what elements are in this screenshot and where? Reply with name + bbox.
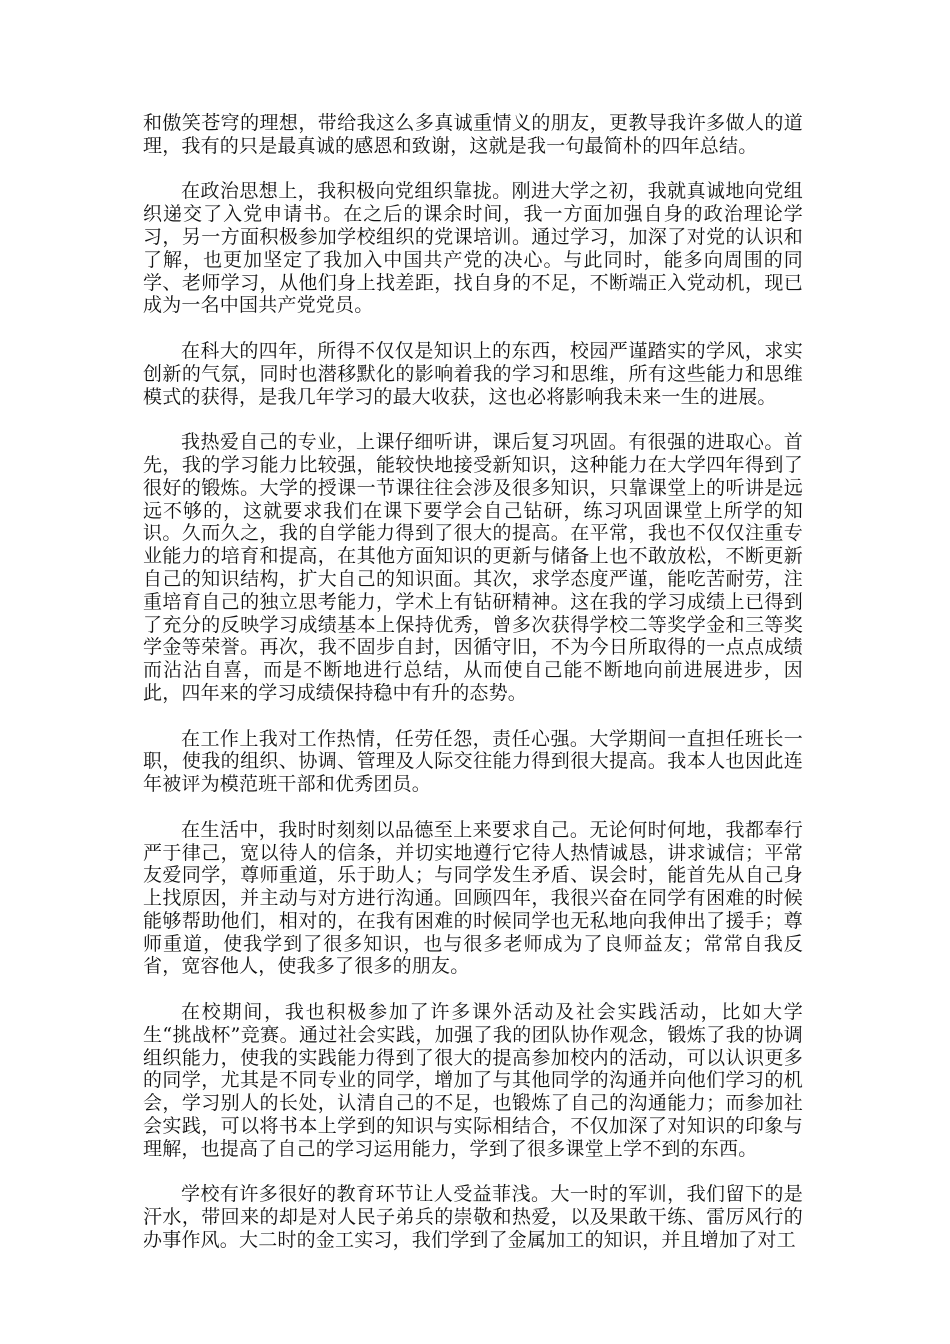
paragraph-political-thought: 在政治思想上，我积极向党组织靠拢。刚进大学之初，我就真诚地向党组织递交了入党申请书。在之后的课余时间，我一方面加强自身的政治理论学习，另一方面积极参加学校组织的党课培训。通过学习，加深了对党的认识和了解，也更加坚定了我加入中国共产党的决心。与此同时，能多向周围的同学、老师学习，从他们身上找差距，找自身的不足，不断端正入党动机，现已成为一名中国共产党党员。	[143, 180, 803, 317]
document-page	[143, 112, 803, 1252]
paragraph-activities: 在校期间，我也积极参加了许多课外活动及社会实践活动，比如大学生“挑战杯”竞赛。通过社会实践，加强了我的团队协作观念，锻炼了我的协调组织能力，使我的实践能力得到了很大的提高参加校内的活动，可以认识更多的同学，尤其是不同专业的同学，增加了与其他同学的沟通并向他们学习的机会，学习别人的长处，认清自己的不足，也锻炼了自己的沟通能力；而参加社会实践，可以将书本上学到的知识与实际相结合，不仅加深了对知识的印象与理解，也提高了自己的学习运用能力，学到了很多课堂上学不到的东西。	[143, 1001, 803, 1160]
paragraph-education: 学校有许多很好的教育环节让人受益菲浅。大一时的军训，我们留下的是汗水，带回来的却是对人民子弟兵的崇敬和热爱，以及果敢干练、雷厉风行的办事作风。大二时的金工实习，我们学到了金属加工的知识，并且增加了对工	[143, 1183, 803, 1252]
paragraph-university-gains: 在科大的四年，所得不仅仅是知识上的东西，校园严谨踏实的学风，求实创新的气氛，同时也潜移默化的影响着我的学习和思维，所有这些能力和思维模式的获得，是我几年学习的最大收获，这也必将影响我未来一生的进展。	[143, 339, 803, 408]
paragraph-study: 我热爱自己的专业，上课仔细听讲，课后复习巩固。有很强的进取心。首先，我的学习能力比较强，能较快地接受新知识，这种能力在大学四年得到了很好的锻炼。大学的授课一节课往往会涉及很多知识，只靠课堂上的听讲是远远不够的，这就要求我们在课下要学会自己钻研，练习巩固课堂上所学的知识。久而久之，我的自学能力得到了很大的提高。在平常，我也不仅仅注重专业能力的培育和提高，在其他方面知识的更新与储备上也不敢放松，不断更新自己的知识结构，扩大自己的知识面。其次，求学态度严谨，能吃苦耐劳，注重培育自己的独立思考能力，学术上有钻研精神。这在我的学习成绩上已得到了充分的反映学习成绩基本上保持优秀，曾多次获得学校二等奖学金和三等奖学金等荣誉。再次，我不固步自封，因循守旧，不为今日所取得的一点点成绩而沾沾自喜，而是不断地进行总结，从而使自己能不断地向前进展进步，因此，四年来的学习成绩保持稳中有升的态势。	[143, 431, 803, 704]
paragraph-closing-summary: 和傲笑苍穹的理想，带给我这么多真诚重情义的朋友，更教导我许多做人的道理，我有的只是最真诚的感恩和致谢，这就是我一句最简朴的四年总结。	[143, 112, 803, 157]
paragraph-life: 在生活中，我时时刻刻以品德至上来要求自己。无论何时何地，我都奉行严于律己，宽以待人的信条，并切实地遵行它待人热情诚恳，讲求诚信；平常友爱同学，尊师重道，乐于助人；与同学发生矛盾、误会时，能首先从自己身上找原因，并主动与对方进行沟通。回顾四年，我很兴奋在同学有困难的时候能够帮助他们，相对的，在我有困难的时候同学也无私地向我伸出了援手；尊师重道，使我学到了很多知识，也与很多老师成为了良师益友；常常自我反省，宽容他人，使我多了很多的朋友。	[143, 818, 803, 978]
paragraph-work: 在工作上我对工作热情，任劳任怨，责任心强。大学期间一直担任班长一职，使我的组织、协调、管理及人际交往能力得到很大提高。我本人也因此连年被评为模范班干部和优秀团员。	[143, 727, 803, 796]
